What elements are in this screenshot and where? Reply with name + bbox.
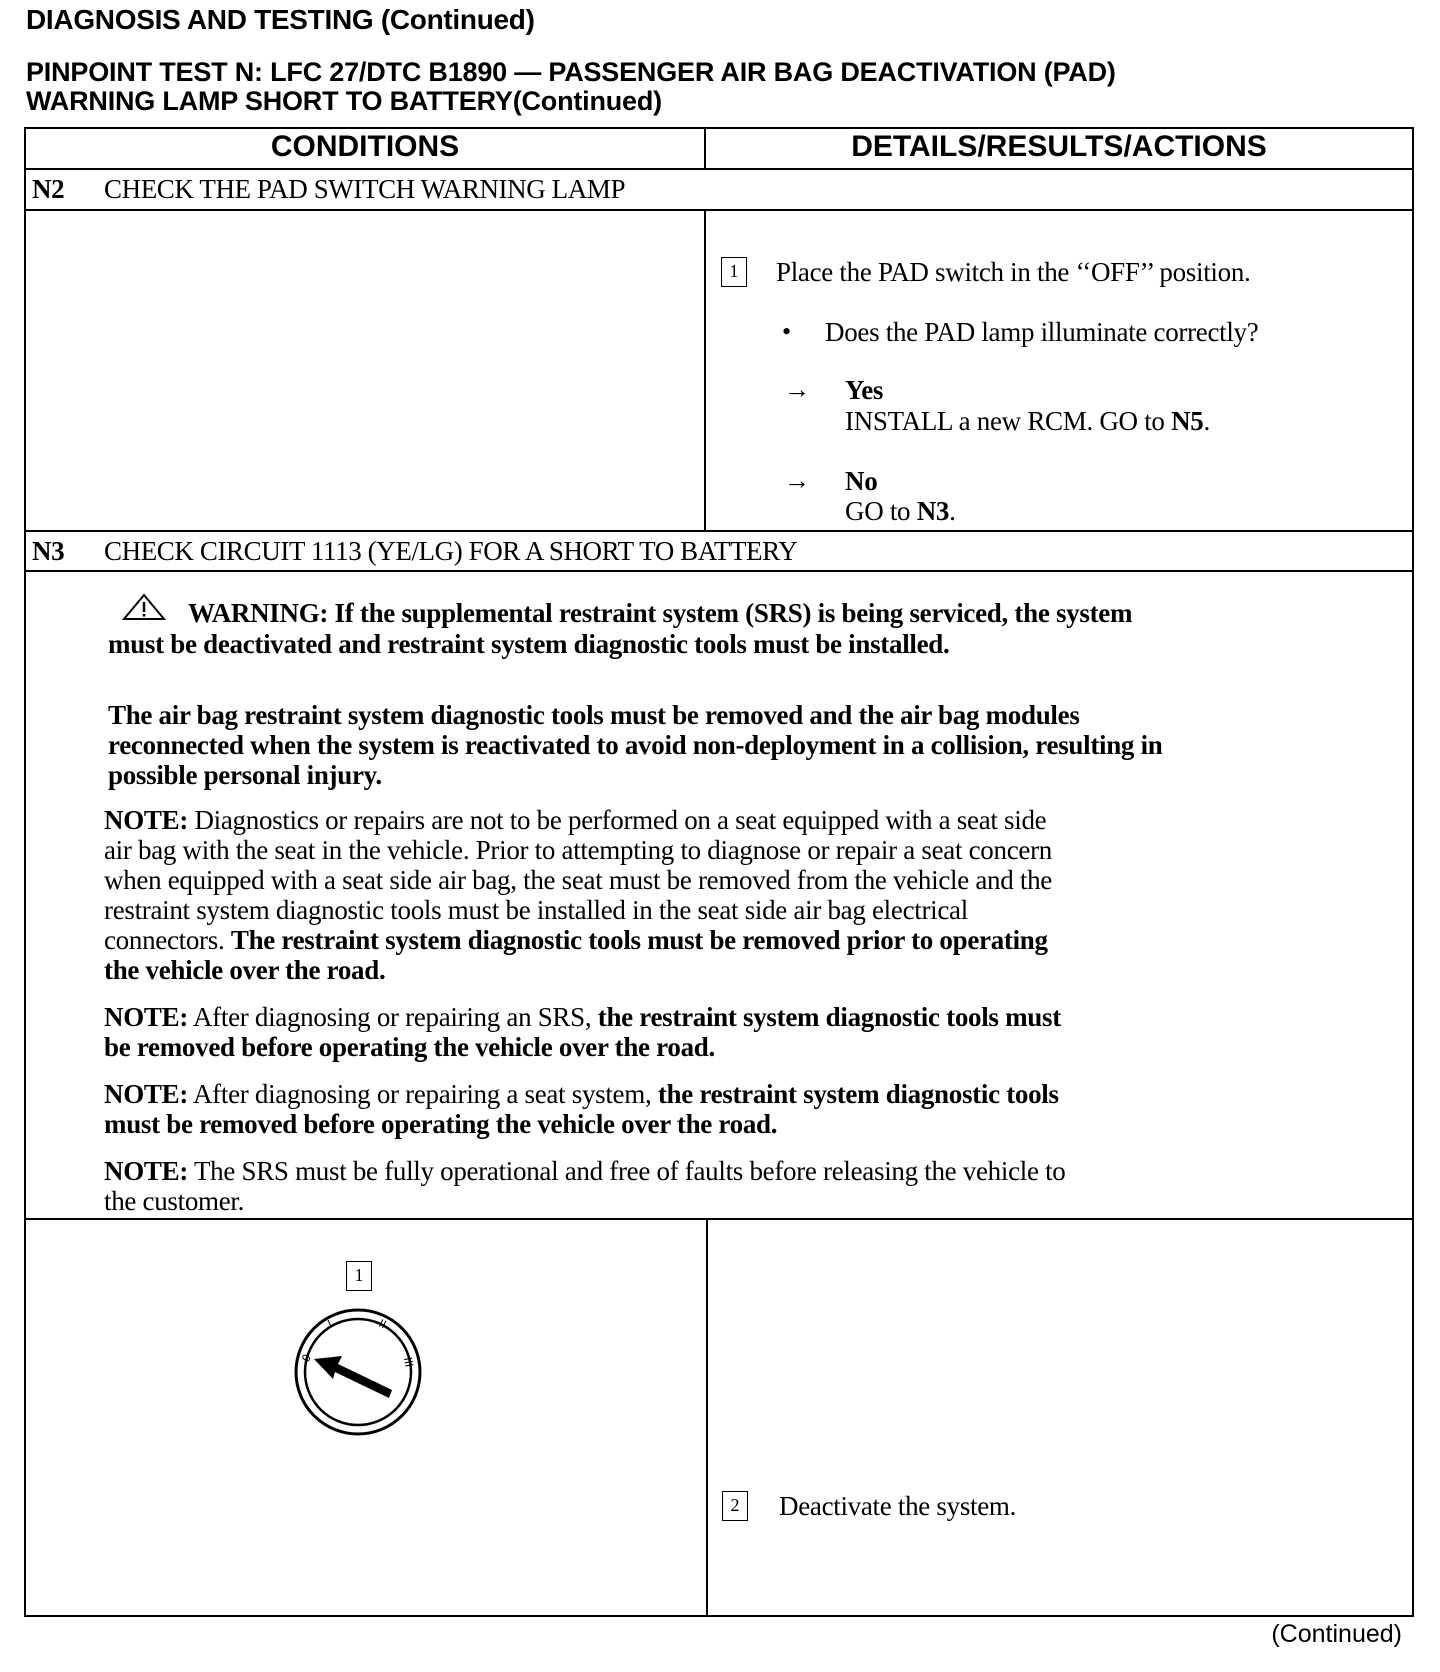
svg-text:II: II — [376, 1316, 389, 1332]
n3-warning-line2: must be deactivated and restraint system diagnostic tools must be installed. — [108, 629, 950, 659]
n3-warning-p-line3: possible personal injury. — [108, 760, 382, 790]
svg-text:I: I — [325, 1317, 335, 1331]
note1-text-6: the vehicle over the road. — [104, 955, 386, 985]
n3-step-text: Deactivate the system. — [779, 1491, 1017, 1521]
arrow-right-icon: → — [784, 466, 810, 495]
note2-text-b: the restraint system diagnostic tools must — [597, 1002, 1061, 1032]
n2-step-id: N2 — [32, 174, 65, 204]
n3-step-id: N3 — [32, 536, 65, 566]
svg-text:0: 0 — [299, 1351, 315, 1365]
n2-no-action: GO to N3. — [845, 496, 956, 526]
n3-note-1 — [104, 805, 1052, 985]
note2-text-2: be removed before operating the vehicle over the road. — [104, 1032, 715, 1062]
n3-divider — [706, 1218, 708, 1616]
n2-yes-label: Yes — [845, 375, 884, 405]
n2-yes-action: INSTALL a new RCM. GO to N5. — [845, 406, 1210, 436]
svg-text:III: III — [401, 1356, 416, 1369]
pinpoint-title-line2: WARNING LAMP SHORT TO BATTERY(Continued) — [26, 86, 662, 116]
n2-no-target: N3 — [916, 496, 950, 526]
n3-note-4 — [104, 1156, 1066, 1216]
note-label: NOTE: — [104, 1156, 189, 1186]
note-label: NOTE: — [104, 1002, 189, 1032]
n3-warning-p-line1: The air bag restraint system diagnostic tools must be removed and the air bag modules — [108, 700, 1080, 730]
note2-text-a: After diagnosing or repairing an SRS, — [188, 1002, 598, 1032]
conditions-heading: CONDITIONS — [270, 130, 460, 163]
note1-text-4: restraint system diagnostic tools must be installed in the seat side air bag electrical — [104, 895, 968, 925]
n2-no-action-text: GO to — [845, 496, 917, 526]
n3-note-3 — [104, 1079, 1059, 1139]
note-label: NOTE: — [104, 805, 189, 835]
n3-warning-line1: WARNING: If the supplemental restraint system (SRS) is being serviced, the system — [188, 598, 1133, 628]
warning-triangle-icon — [122, 593, 166, 621]
ignition-switch-icon — [292, 1306, 424, 1438]
arrow-right-icon: → — [784, 375, 810, 404]
note4-text-2: the customer. — [104, 1186, 245, 1216]
n2-step-number-box: 1 — [721, 257, 747, 287]
n3-title-rule — [24, 570, 1414, 572]
note1-text-1: Diagnostics or repairs are not to be performed on a seat equipped with a seat side — [188, 805, 1047, 835]
n3-step-header — [32, 536, 797, 567]
n2-question: Does the PAD lamp illuminate correctly? — [825, 317, 1259, 347]
n2-divider — [704, 209, 706, 531]
note-label: NOTE: — [104, 1079, 189, 1109]
n2-title-rule — [24, 209, 1414, 211]
n2-yes-action-text: INSTALL a new RCM. GO to — [845, 406, 1172, 436]
header-rule — [24, 168, 1414, 170]
n2-step-header — [32, 174, 625, 205]
n3-notes-rule — [24, 1218, 1414, 1220]
note3-text-a: After diagnosing or repairing a seat system, — [188, 1079, 658, 1109]
pinpoint-title-line1: PINPOINT TEST N: LFC 27/DTC B1890 — PASSENGER AIR BAG DEACTIVATION (PAD) — [26, 57, 1116, 87]
details-heading: DETAILS/RESULTS/ACTIONS — [851, 130, 1267, 163]
n2-step-title: CHECK THE PAD SWITCH WARNING LAMP — [104, 174, 626, 204]
note3-text-2: must be removed before operating the vehicle over the road. — [104, 1109, 778, 1139]
continued-footer: (Continued) — [1271, 1620, 1402, 1648]
n2-no-label: No — [845, 466, 878, 496]
n3-top-rule — [24, 530, 1414, 532]
note1-text-2: air bag with the seat in the vehicle. Prior to attempting to diagnose or repair a seat concern — [104, 835, 1052, 865]
section-title: DIAGNOSIS AND TESTING (Continued) — [26, 4, 535, 35]
n2-step-text: Place the PAD switch in the ‘‘OFF’’ position. — [776, 257, 1251, 287]
note3-text-b: the restraint system diagnostic tools — [657, 1079, 1059, 1109]
n3-warning-paragraph — [108, 700, 1163, 790]
n2-yes-target: N5 — [1171, 406, 1204, 436]
bullet-icon: • — [782, 317, 792, 346]
n3-note-2 — [104, 1002, 1061, 1062]
note4-text-1: The SRS must be fully operational and free of faults before releasing the vehicle to — [188, 1156, 1066, 1186]
figure-number-box: 1 — [346, 1261, 372, 1291]
n3-step-title: CHECK CIRCUIT 1113 (YE/LG) FOR A SHORT TO BATTERY — [104, 536, 798, 566]
n3-warning-p-line2: reconnected when the system is reactivated to avoid non-deployment in a collision, resulting in — [108, 730, 1163, 760]
note1-text-5a: connectors. — [104, 925, 231, 955]
note1-text-3: when equipped with a seat side air bag, the seat must be removed from the vehicle and the — [104, 865, 1052, 895]
n3-step-number-box: 2 — [722, 1491, 748, 1521]
note1-text-5b: The restraint system diagnostic tools must be removed prior to operating — [230, 925, 1048, 955]
pinpoint-test-title — [26, 58, 1116, 116]
